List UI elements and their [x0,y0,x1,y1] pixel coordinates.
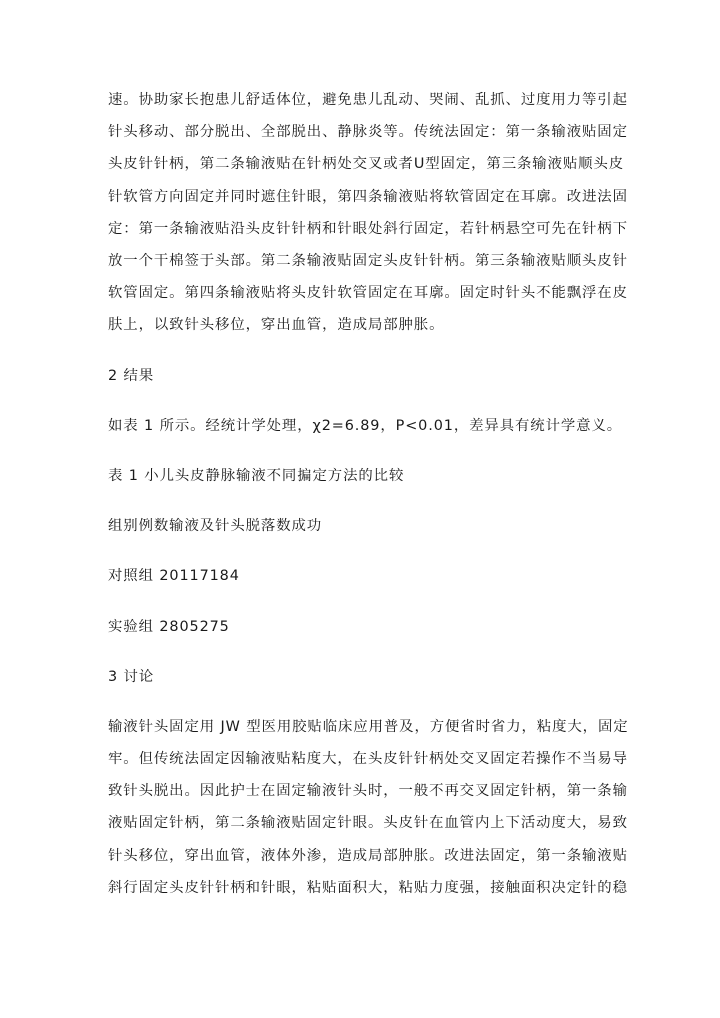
paragraph-fixation-methods [108,84,628,342]
section-heading-discussion: 3 讨论 [108,668,155,685]
text-line: 牢。但传统法固定因输液贴粘度大，在头皮针针柄处交叉固定若操作不当易导 [108,751,628,768]
table-caption: 表 1 小儿头皮静脉输液不同揙定方法的比较 [108,467,405,484]
section-heading-results: 2 结果 [108,367,155,384]
text-line: 针软管方向固定并同时遮住针眼，第四条输液贴将软管固定在耳廓。改进法固 [108,188,628,205]
paragraph-discussion [108,711,629,904]
text-line: 针头移动、部分脱出、全部脱出、静脉炎等。传统法固定：第一条输液贴固定 [108,124,628,141]
table-row-control-group: 对照组 20117184 [108,568,240,585]
text-line: 速。协助家长抱患儿舒适体位，避免患儿乱动、哭闹、乱抓、过度用力等引起 [108,92,628,108]
text-line: 软管固定。第四条输液贴将头皮针软管固定在耳廓。固定时针头不能飘浮在皮 [108,285,628,302]
text-line: 放一个干棉签于头部。第二条输液贴固定头皮针针柄。第三条输液贴顺头皮针 [108,252,628,269]
text-line: 致针头脱出。因此护士在固定输液针头时，一般不再交叉固定针柄，第一条输 [108,783,628,800]
text-line: 头皮针针柄，第二条输液贴在针柄处交叉或者U型固定，第三条输液贴顺头皮 [108,156,625,173]
text-line: 液贴固定针柄，第二条输液贴固定针眼。头皮针在血管内上下活动度大，易致 [108,815,628,832]
document-page [108,84,629,904]
text-line: 定：第一条输液贴沿头皮针针柄和针眼处斜行固定，若针柄悬空可先在针柄下 [108,220,628,237]
text-line: 针头移位，穿出血管，液体外渗，造成局部肿胀。改进法固定，第一条输液贴 [108,847,628,864]
table-row-experimental-group: 实验组 2805275 [108,618,230,635]
results-text: 如表 1 所示。经统计学处理，χ2=6.89，P<0.01，差异具有统计学意义。 [108,417,623,434]
table-header-row: 组别例数输液及针头脱落数成功 [108,518,323,535]
text-line: 输液针头固定用 JW 型医用胶贴临床应用普及，方便省时省力，粘度大，固定 [108,718,629,735]
text-line: 斜行固定头皮针针柄和针眼，粘贴面积大，粘贴力度强，接触面积决定针的稳 [108,879,628,896]
text-line: 肤上，以致针头移位，穿出血管，造成局部肿胀。 [108,317,445,334]
